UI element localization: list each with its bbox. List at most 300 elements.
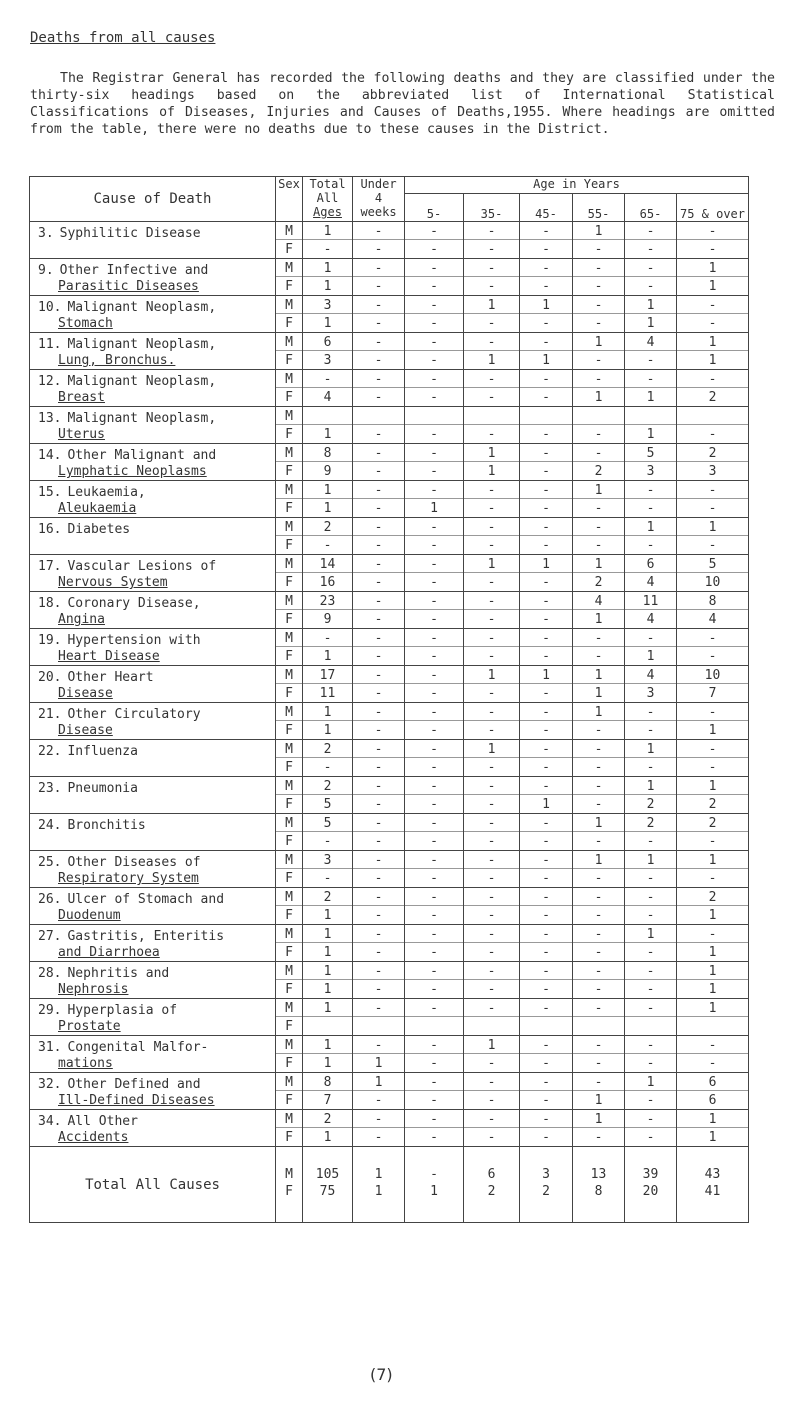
value-cell — [520, 222, 573, 259]
male-count: 8 — [708, 594, 717, 609]
value-cell — [464, 999, 520, 1036]
male-count: - — [594, 446, 603, 461]
value-cell — [405, 740, 464, 777]
male-count: - — [374, 298, 383, 313]
value-cell — [520, 814, 573, 851]
male-count: - — [594, 742, 603, 757]
cause-cell — [30, 259, 276, 296]
table-row — [30, 703, 749, 740]
value-cell — [353, 777, 405, 814]
value-cell — [677, 1073, 749, 1110]
female-count: - — [405, 831, 463, 849]
female-count: 2 — [625, 794, 676, 812]
female-count: - — [464, 979, 519, 997]
sex-cell — [276, 1073, 303, 1110]
male-count: 105 — [315, 1167, 340, 1182]
value-cell — [303, 888, 353, 925]
female-count: - — [464, 387, 519, 405]
female-count: 1 — [573, 609, 624, 627]
female-count: - — [353, 424, 404, 442]
female-count: 9 — [303, 609, 352, 627]
cause-cell — [30, 888, 276, 925]
female-count: 1 — [430, 1184, 438, 1199]
value-cell — [573, 333, 625, 370]
female-count: 1 — [303, 276, 352, 294]
value-cell — [303, 925, 353, 962]
male-count: - — [708, 927, 717, 942]
female-count: - — [520, 461, 572, 479]
sex-male: M — [285, 594, 293, 609]
sex-female: F — [276, 461, 302, 479]
male-count: 1 — [646, 927, 655, 942]
sex-male: M — [285, 779, 293, 794]
cause-number: 28. — [38, 966, 62, 981]
sex-cell — [276, 222, 303, 259]
header-cause: Cause of Death — [30, 177, 276, 222]
male-count: 1 — [594, 816, 603, 831]
female-count: - — [520, 572, 572, 590]
male-count: 2 — [323, 890, 332, 905]
sex-male: M — [285, 557, 293, 572]
female-count: - — [353, 720, 404, 738]
value-cell — [625, 1110, 677, 1147]
male-count: - — [430, 261, 438, 276]
male-count: - — [542, 372, 550, 387]
male-count: 1 — [323, 964, 332, 979]
cause-cell — [30, 333, 276, 370]
value-cell — [625, 481, 677, 518]
cause-label-line2: Duodenum — [58, 908, 121, 923]
male-count: 1 — [487, 668, 496, 683]
value-cell — [303, 962, 353, 999]
sex-female: F — [276, 1127, 302, 1145]
value-cell — [677, 518, 749, 555]
cause-label: Other Heart — [67, 670, 154, 685]
male-count: 1 — [594, 224, 603, 239]
female-count — [520, 1016, 572, 1034]
sex-female: F — [276, 535, 302, 553]
female-count: - — [405, 1053, 463, 1071]
female-count — [303, 1016, 352, 1034]
cause-label-line2: Parasitic Diseases — [58, 279, 199, 294]
female-count: - — [520, 868, 572, 886]
female-count: - — [405, 720, 463, 738]
sex-female: F — [276, 609, 302, 627]
male-count: - — [430, 483, 438, 498]
value-cell — [520, 370, 573, 407]
value-cell — [303, 296, 353, 333]
value-cell — [353, 222, 405, 259]
value-cell — [405, 222, 464, 259]
value-cell — [520, 1110, 573, 1147]
sex-female: F — [276, 424, 302, 442]
male-count: 4 — [646, 668, 655, 683]
female-count: - — [353, 831, 404, 849]
cause-cell — [30, 666, 276, 703]
value-cell — [405, 703, 464, 740]
male-count — [677, 407, 748, 424]
male-count: 1 — [708, 964, 717, 979]
male-count: 6 — [323, 335, 332, 350]
value-cell — [405, 1036, 464, 1073]
header-age-55: 55- — [573, 194, 625, 222]
cause-cell: Total All Causes — [30, 1147, 276, 1223]
female-count: - — [353, 498, 404, 516]
sex-female: F — [276, 683, 302, 701]
male-count: 1 — [374, 1075, 383, 1090]
cause-number: 3. — [38, 226, 54, 241]
sex-male: M — [285, 1001, 293, 1016]
female-count: 7 — [677, 683, 748, 701]
male-count: - — [323, 372, 332, 387]
male-count: 1 — [487, 446, 496, 461]
male-count: - — [594, 261, 603, 276]
table-row — [30, 925, 749, 962]
value-cell — [353, 740, 405, 777]
cause-label: Syphilitic Disease — [59, 226, 201, 241]
female-count: - — [625, 535, 676, 553]
female-count: 1 — [677, 979, 748, 997]
value-cell — [353, 925, 405, 962]
cause-label-line2 — [38, 834, 58, 849]
value-cell — [464, 481, 520, 518]
male-count: 1 — [594, 705, 603, 720]
value-cell — [573, 259, 625, 296]
value-cell — [464, 962, 520, 999]
male-count: - — [594, 631, 603, 646]
cause-cell — [30, 740, 276, 777]
male-count: - — [487, 261, 496, 276]
male-count: 1 — [487, 1038, 496, 1053]
cause-label-line2: Disease — [58, 686, 113, 701]
female-count: - — [573, 757, 624, 775]
female-count — [573, 1016, 624, 1034]
value-cell — [573, 222, 625, 259]
table-row — [30, 592, 749, 629]
male-count: 1 — [323, 1001, 332, 1016]
female-count: - — [677, 1053, 748, 1071]
sex-female: F — [276, 905, 302, 923]
male-count: 3 — [323, 298, 332, 313]
female-count: 1 — [303, 313, 352, 331]
value-cell — [625, 259, 677, 296]
value-cell — [520, 962, 573, 999]
female-count: - — [677, 868, 748, 886]
value-cell — [405, 999, 464, 1036]
value-cell — [677, 481, 749, 518]
female-count: - — [677, 535, 748, 553]
male-count: 14 — [319, 557, 336, 572]
female-count: - — [405, 350, 463, 368]
sex-female: F — [276, 794, 302, 812]
sex-cell — [276, 962, 303, 999]
female-count: - — [353, 868, 404, 886]
cause-label: Other Diseases of — [67, 855, 201, 870]
male-count: 1 — [594, 483, 603, 498]
table-row — [30, 814, 749, 851]
female-count: - — [520, 313, 572, 331]
sex-male: M — [285, 1038, 293, 1053]
female-count: - — [353, 1090, 404, 1108]
male-count: 1 — [594, 1112, 603, 1127]
value-cell — [303, 333, 353, 370]
cause-label: Other Infective and — [59, 263, 209, 278]
female-count: 1 — [303, 498, 352, 516]
female-count: - — [405, 979, 463, 997]
cause-label: Hyperplasia of — [67, 1003, 178, 1018]
female-count: - — [405, 942, 463, 960]
male-count: - — [430, 1001, 438, 1016]
male-count: - — [542, 1075, 550, 1090]
sex-female: F — [276, 868, 302, 886]
cause-number: 27. — [38, 929, 62, 944]
value-cell — [464, 444, 520, 481]
cause-cell — [30, 999, 276, 1036]
cause-number: 25. — [38, 855, 62, 870]
value-cell — [464, 407, 520, 444]
cause-number: 20. — [38, 670, 62, 685]
female-count: - — [353, 313, 404, 331]
male-count: 1 — [542, 668, 550, 683]
female-count: 3 — [625, 683, 676, 701]
male-count: 6 — [646, 557, 655, 572]
male-count: - — [374, 1112, 383, 1127]
female-count: 1 — [677, 1127, 748, 1145]
total-row — [30, 1147, 749, 1223]
cause-label-line2: Disease — [58, 723, 113, 738]
cause-label: Other Defined and — [67, 1077, 201, 1092]
female-count: - — [625, 757, 676, 775]
male-count: - — [646, 631, 655, 646]
header-total-all-ages — [303, 177, 353, 222]
cause-label-line2: and Diarrhoea — [58, 945, 160, 960]
female-count: 4 — [625, 609, 676, 627]
male-count: - — [646, 1001, 655, 1016]
male-count: - — [430, 520, 438, 535]
value-cell — [625, 851, 677, 888]
cause-label-line2: Ill-Defined Diseases — [58, 1093, 215, 1108]
male-count: - — [542, 631, 550, 646]
value-cell — [573, 740, 625, 777]
female-count: - — [464, 905, 519, 923]
cause-number: 15. — [38, 485, 62, 500]
male-count: - — [430, 631, 438, 646]
cause-cell — [30, 1036, 276, 1073]
value-cell — [464, 666, 520, 703]
female-count: 1 — [625, 646, 676, 664]
cause-cell — [30, 925, 276, 962]
male-count: - — [487, 1075, 496, 1090]
value-cell — [677, 925, 749, 962]
cause-label: Malignant Neoplasm, — [67, 300, 217, 315]
male-count: 2 — [323, 779, 332, 794]
male-count — [573, 407, 624, 424]
male-count: - — [708, 631, 717, 646]
male-count: - — [542, 853, 550, 868]
sex-cell — [276, 851, 303, 888]
female-count: - — [464, 868, 519, 886]
female-count: - — [303, 757, 352, 775]
male-count: 1 — [594, 668, 603, 683]
female-count: 1 — [464, 350, 519, 368]
male-count: - — [430, 705, 438, 720]
male-count: - — [594, 1075, 603, 1090]
female-count: - — [573, 498, 624, 516]
male-count: - — [594, 964, 603, 979]
value-cell — [464, 1147, 520, 1223]
female-count: - — [464, 757, 519, 775]
value-cell — [625, 814, 677, 851]
cause-label-line2: mations — [58, 1056, 113, 1071]
male-count: 1 — [594, 557, 603, 572]
male-count: 1 — [323, 1038, 332, 1053]
female-count: - — [464, 1053, 519, 1071]
female-count: - — [573, 868, 624, 886]
male-count: 1 — [708, 335, 717, 350]
female-count: 1 — [303, 905, 352, 923]
value-cell — [677, 259, 749, 296]
table-row — [30, 740, 749, 777]
male-count: - — [374, 631, 383, 646]
male-count: 1 — [323, 705, 332, 720]
value-cell — [303, 1110, 353, 1147]
table-row — [30, 222, 749, 259]
cause-label-line2: Lung, Bronchus. — [58, 353, 176, 368]
value-cell — [520, 851, 573, 888]
female-count: - — [353, 979, 404, 997]
cause-number: 16. — [38, 522, 62, 537]
female-count: - — [405, 757, 463, 775]
male-count: 11 — [642, 594, 659, 609]
sex-cell — [276, 1036, 303, 1073]
female-count: - — [573, 1053, 624, 1071]
sex-cell — [276, 259, 303, 296]
value-cell — [405, 777, 464, 814]
value-cell — [573, 481, 625, 518]
value-cell — [677, 370, 749, 407]
male-count: - — [374, 261, 383, 276]
value-cell — [677, 592, 749, 629]
cause-label: Leukaemia, — [67, 485, 146, 500]
table-row — [30, 888, 749, 925]
female-count: 1 — [303, 720, 352, 738]
male-count: - — [542, 1112, 550, 1127]
female-count: - — [303, 239, 352, 257]
value-cell — [405, 592, 464, 629]
female-count: 4 — [677, 609, 748, 627]
male-count: 1 — [594, 853, 603, 868]
sex-male: M — [285, 261, 293, 276]
female-count: - — [464, 535, 519, 553]
female-count: 1 — [625, 313, 676, 331]
female-count: - — [573, 424, 624, 442]
male-count: 10 — [704, 668, 721, 683]
cause-cell — [30, 1110, 276, 1147]
female-count: - — [573, 794, 624, 812]
sex-male: M — [285, 446, 293, 461]
male-count: - — [487, 594, 496, 609]
sex-cell — [276, 740, 303, 777]
value-cell — [464, 925, 520, 962]
female-count: 41 — [704, 1184, 721, 1199]
male-count: 39 — [642, 1167, 659, 1182]
male-count: 4 — [646, 335, 655, 350]
male-count — [520, 407, 572, 424]
male-count: 1 — [708, 261, 717, 276]
male-count: - — [487, 335, 496, 350]
female-count: 2 — [677, 387, 748, 405]
male-count: - — [542, 224, 550, 239]
deaths-table — [29, 176, 749, 1223]
value-cell — [573, 1147, 625, 1223]
cause-number: 24. — [38, 818, 62, 833]
header-total-line3: Ages — [313, 205, 342, 219]
value-cell — [573, 555, 625, 592]
male-count: 1 — [646, 779, 655, 794]
male-count: - — [430, 557, 438, 572]
male-count: 1 — [323, 927, 332, 942]
female-count: - — [405, 387, 463, 405]
value-cell — [677, 296, 749, 333]
cause-cell — [30, 518, 276, 555]
female-count: - — [353, 461, 404, 479]
table-row — [30, 777, 749, 814]
female-count: 20 — [642, 1184, 659, 1199]
male-count: - — [487, 483, 496, 498]
value-cell — [405, 1110, 464, 1147]
male-count: - — [430, 964, 438, 979]
male-count: 3 — [323, 853, 332, 868]
value-cell — [677, 629, 749, 666]
header-age-75-over: 75 & over — [677, 194, 749, 222]
female-count: - — [464, 313, 519, 331]
female-count: - — [303, 868, 352, 886]
male-count — [405, 407, 463, 424]
male-count: 1 — [708, 1001, 717, 1016]
male-count: 1 — [646, 520, 655, 535]
male-count: 13 — [590, 1167, 607, 1182]
cause-cell — [30, 370, 276, 407]
sex-female: F — [276, 350, 302, 368]
sex-female: F — [276, 276, 302, 294]
cause-cell — [30, 962, 276, 999]
sex-male: M — [285, 483, 293, 498]
female-count: - — [353, 1127, 404, 1145]
female-count: - — [353, 757, 404, 775]
value-cell — [573, 407, 625, 444]
female-count — [405, 1016, 463, 1034]
value-cell — [520, 259, 573, 296]
male-count: - — [374, 964, 383, 979]
table-row — [30, 370, 749, 407]
male-count: 2 — [646, 816, 655, 831]
male-count: 1 — [646, 853, 655, 868]
sex-female: F — [276, 387, 302, 405]
sex-male: M — [285, 705, 293, 720]
male-count: - — [374, 1001, 383, 1016]
male-count: - — [542, 594, 550, 609]
value-cell — [625, 1073, 677, 1110]
male-count: - — [487, 224, 496, 239]
value-cell — [677, 962, 749, 999]
female-count: 1 — [303, 1127, 352, 1145]
male-count: 8 — [323, 446, 332, 461]
value-cell — [303, 703, 353, 740]
value-cell — [573, 666, 625, 703]
sex-female: F — [276, 646, 302, 664]
female-count: 16 — [303, 572, 352, 590]
male-count: 2 — [708, 816, 717, 831]
